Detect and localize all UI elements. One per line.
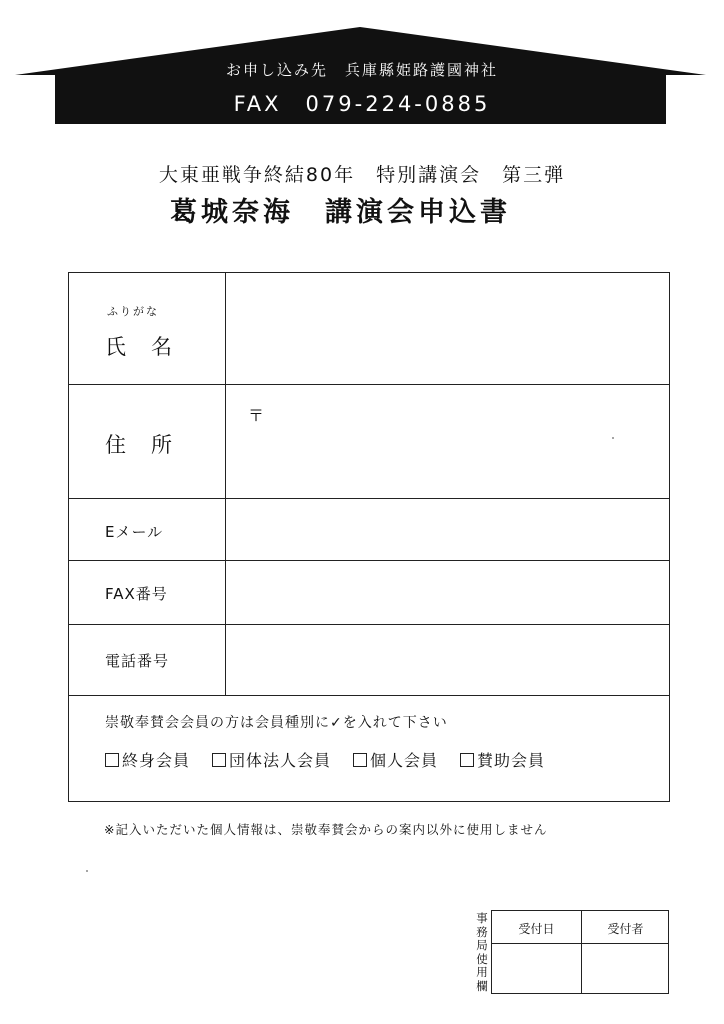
- scan-speck: [612, 437, 614, 439]
- scan-speck: [86, 870, 88, 872]
- checkbox-supporting[interactable]: [460, 753, 474, 767]
- email-field[interactable]: [226, 499, 669, 560]
- name-label: 氏 名: [105, 335, 174, 359]
- application-form: [68, 272, 670, 802]
- address-row: [69, 385, 669, 499]
- privacy-note: ※記入いただいた個人情報は、崇敬奉賛会からの案内以外に使用しません: [104, 822, 548, 837]
- postal-mark: 〒: [248, 406, 265, 425]
- office-use-label: 事務局使用欄: [476, 911, 488, 993]
- phone-field[interactable]: [226, 625, 669, 695]
- phone-row: [69, 625, 669, 696]
- email-label: Eメール: [105, 523, 164, 541]
- option-individual-member[interactable]: 個人会員: [353, 748, 438, 771]
- fax-row: [69, 561, 669, 625]
- received-date-header: 受付日: [518, 922, 555, 936]
- fax-number-header: FAX 079-224-0885: [233, 92, 491, 116]
- name-field[interactable]: [226, 273, 669, 384]
- checkbox-individual[interactable]: [353, 753, 367, 767]
- application-destination: お申し込み先 兵庫縣姫路護國神社: [225, 61, 498, 79]
- checkbox-lifetime[interactable]: [105, 753, 119, 767]
- membership-row: [69, 696, 669, 801]
- membership-note: 崇敬奉賛会会員の方は会員種別に✓を入れて下さい: [105, 715, 448, 731]
- furigana-label: ふりがな: [107, 305, 159, 318]
- name-row: [69, 273, 669, 385]
- phone-label: 電話番号: [105, 652, 170, 670]
- office-use-table: [491, 910, 669, 994]
- received-by-header: 受付者: [607, 922, 644, 936]
- email-row: [69, 499, 669, 561]
- address-label: 住 所: [105, 433, 174, 457]
- address-field[interactable]: [226, 385, 669, 498]
- option-supporting-member[interactable]: 賛助会員: [460, 748, 545, 771]
- checkbox-corporate[interactable]: [212, 753, 226, 767]
- option-lifetime-member[interactable]: 終身会員: [105, 748, 190, 771]
- fax-field[interactable]: [226, 561, 669, 624]
- event-subtitle: 大東亜戦争終結80年 特別講演会 第三弾: [158, 164, 566, 186]
- fax-label: FAX番号: [105, 585, 168, 603]
- option-corporate-member[interactable]: 団体法人会員: [212, 748, 331, 771]
- membership-options: [105, 748, 567, 771]
- page-title: 葛城奈海 講演会申込書: [170, 197, 511, 228]
